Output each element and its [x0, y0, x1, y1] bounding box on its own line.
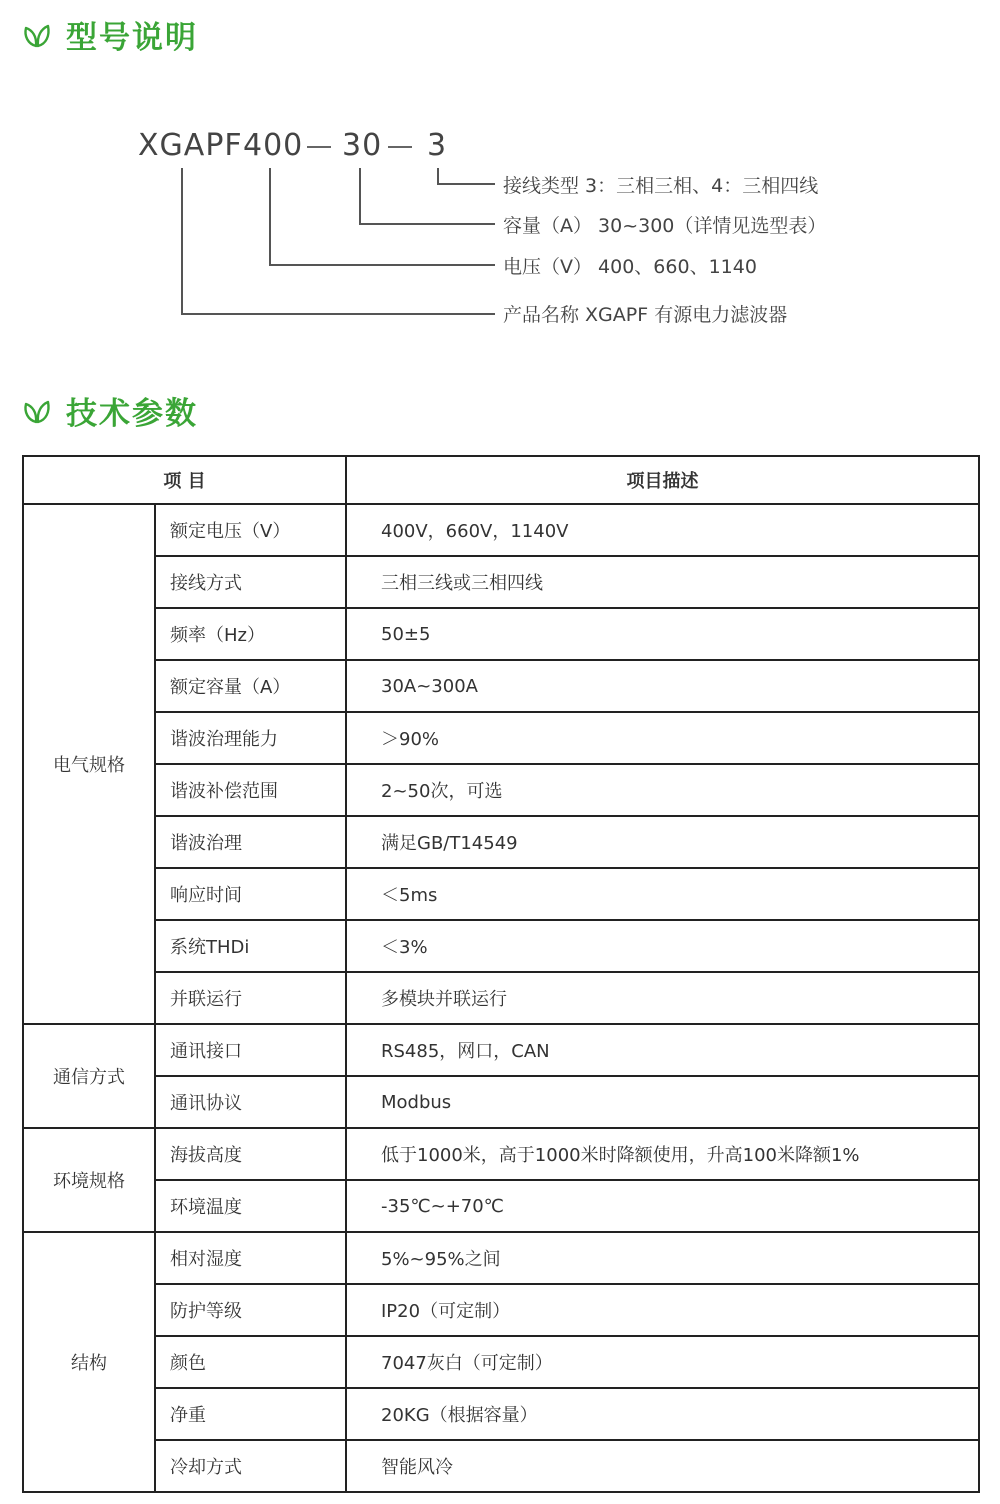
- connector-line: [437, 168, 439, 184]
- description-cell: IP20（可定制）: [346, 1284, 979, 1336]
- model-code-dash: [388, 146, 412, 148]
- item-cell: 净重: [155, 1388, 346, 1440]
- item-cell: 额定电压（V）: [155, 504, 346, 556]
- item-cell: 相对湿度: [155, 1232, 346, 1284]
- legend-capacity: 容量（A） 30~300（详情见选型表）: [503, 215, 827, 237]
- table-row: [23, 712, 979, 764]
- header-item: 项 目: [23, 456, 346, 504]
- description-cell: ＞90%: [346, 712, 979, 764]
- description-cell: 20KG（根据容量）: [346, 1388, 979, 1440]
- table-row: [23, 556, 979, 608]
- connector-line: [359, 168, 361, 224]
- description-cell: 多模块并联运行: [346, 972, 979, 1024]
- item-cell: 海拔高度: [155, 1128, 346, 1180]
- legend-product-name: 产品名称 XGAPF 有源电力滤波器: [503, 304, 788, 326]
- model-code-wiring: 3: [427, 128, 448, 163]
- description-cell: 5%~95%之间: [346, 1232, 979, 1284]
- table-row: [23, 504, 979, 556]
- model-code-series: XGAPF: [138, 128, 243, 163]
- description-cell: ＜3%: [346, 920, 979, 972]
- item-cell: 频率（Hz）: [155, 608, 346, 660]
- legend-voltage: 电压（V） 400、660、1140: [503, 256, 757, 278]
- table-row: [23, 1284, 979, 1336]
- description-cell: -35℃~+70℃: [346, 1180, 979, 1232]
- item-cell: 系统THDi: [155, 920, 346, 972]
- table-row: [23, 1024, 979, 1076]
- category-cell: 环境规格: [23, 1128, 155, 1232]
- item-cell: 并联运行: [155, 972, 346, 1024]
- item-cell: 接线方式: [155, 556, 346, 608]
- description-cell: ＜5ms: [346, 868, 979, 920]
- description-cell: RS485，网口，CAN: [346, 1024, 979, 1076]
- table-row: [23, 660, 979, 712]
- leaf-icon: [22, 396, 52, 426]
- item-cell: 响应时间: [155, 868, 346, 920]
- table-row: [23, 608, 979, 660]
- connector-line: [359, 223, 495, 225]
- table-row: [23, 920, 979, 972]
- header-description: 项目描述: [346, 456, 979, 504]
- connector-line: [269, 168, 271, 265]
- table-row: [23, 1388, 979, 1440]
- table-row: [23, 816, 979, 868]
- model-diagram: [0, 0, 1000, 360]
- section-heading: 型号说明: [66, 20, 198, 56]
- description-cell: 三相三线或三相四线: [346, 556, 979, 608]
- description-cell: 30A~300A: [346, 660, 979, 712]
- item-cell: 谐波补偿范围: [155, 764, 346, 816]
- table-row: [23, 764, 979, 816]
- spec-table: [22, 455, 980, 1493]
- table-row: [23, 1076, 979, 1128]
- description-cell: 50±5: [346, 608, 979, 660]
- item-cell: 冷却方式: [155, 1440, 346, 1492]
- description-cell: 400V，660V，1140V: [346, 504, 979, 556]
- table-row: [23, 1440, 979, 1492]
- legend-wiring: 接线类型 3：三相三相、4：三相四线: [503, 175, 819, 197]
- table-row: [23, 1128, 979, 1180]
- description-cell: 智能风冷: [346, 1440, 979, 1492]
- table-row: [23, 1336, 979, 1388]
- description-cell: 7047灰白（可定制）: [346, 1336, 979, 1388]
- item-cell: 颜色: [155, 1336, 346, 1388]
- table-row: [23, 972, 979, 1024]
- category-cell: 通信方式: [23, 1024, 155, 1128]
- section-heading: 技术参数: [66, 396, 198, 432]
- item-cell: 谐波治理能力: [155, 712, 346, 764]
- description-cell: 2~50次，可选: [346, 764, 979, 816]
- connector-line: [437, 183, 495, 185]
- connector-line: [181, 313, 495, 315]
- section-title-spec: [22, 388, 198, 433]
- item-cell: 谐波治理: [155, 816, 346, 868]
- category-cell: 结构: [23, 1232, 155, 1492]
- model-code-capacity: 30: [342, 128, 383, 163]
- connector-line: [269, 264, 495, 266]
- description-cell: 低于1000米，高于1000米时降额使用，升高100米降额1%: [346, 1128, 979, 1180]
- item-cell: 额定容量（A）: [155, 660, 346, 712]
- item-cell: 通讯协议: [155, 1076, 346, 1128]
- description-cell: Modbus: [346, 1076, 979, 1128]
- model-code-voltage: 400: [243, 128, 304, 163]
- connector-line: [181, 168, 183, 314]
- table-row: [23, 868, 979, 920]
- category-cell: 电气规格: [23, 504, 155, 1024]
- model-code-dash: [307, 146, 331, 148]
- item-cell: 通讯接口: [155, 1024, 346, 1076]
- table-row: [23, 1180, 979, 1232]
- table-header-row: [23, 456, 979, 504]
- item-cell: 防护等级: [155, 1284, 346, 1336]
- table-row: [23, 1232, 979, 1284]
- description-cell: 满足GB/T14549: [346, 816, 979, 868]
- item-cell: 环境温度: [155, 1180, 346, 1232]
